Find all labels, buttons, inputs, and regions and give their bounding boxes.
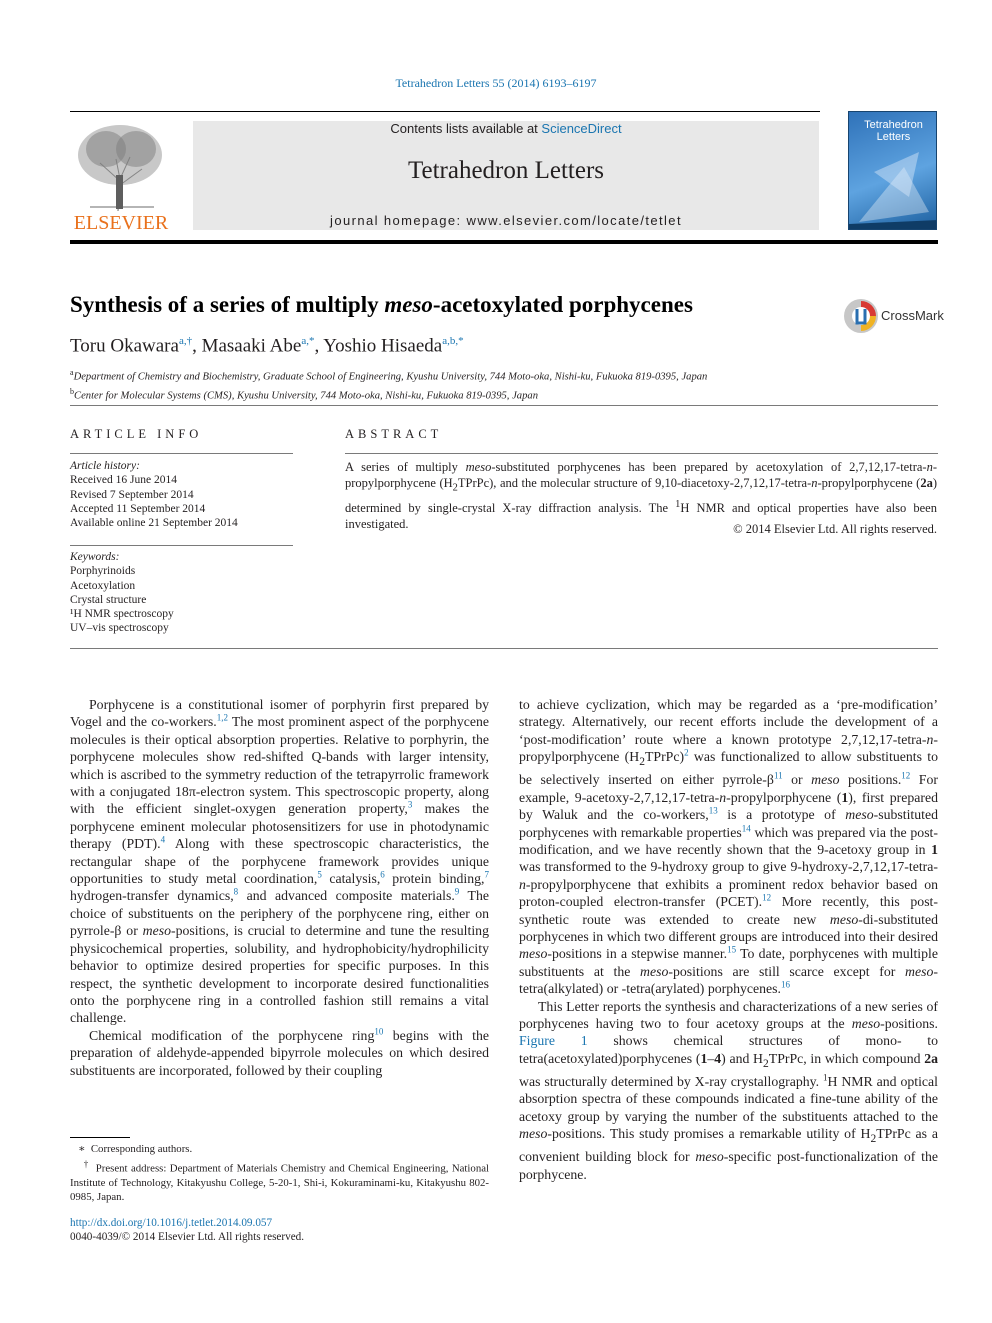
- journal-cover-image: [848, 111, 937, 230]
- abstract-text: A series of multiply meso-substituted porphycenes has been prepared by acetoxylation of 2,7,12,17-tetra-n-propylporphycene $(H_2TPrPc)$, and the molecular structure of 9,10-diacetoxy-2,7,12,17-tetra-n-propylporphycene (2a) determined by single-crystal X-ray diffraction analysis. The $^1$H NMR and optical properties have also been investigated.: [345, 460, 938, 532]
- article-info-heading: ARTICLE INFO: [70, 427, 203, 441]
- keyword-item: ¹H NMR spectroscopy: [70, 608, 174, 621]
- top-divider: [70, 111, 820, 112]
- journal-name: Tetrahedron Letters: [407, 157, 605, 184]
- affiliation-label: a: [70, 368, 74, 377]
- title-part-italic: meso: [384, 292, 433, 317]
- footnotes: [70, 1142, 489, 1205]
- author-list: Toru Okawara$^{a,\dagger}$, Masaaki Abe$^{a,*}$, Yoshio Hisaeda$^{a,b,*}$: [70, 335, 464, 357]
- front-matter-divider: [70, 648, 938, 649]
- contents-prefix: Contents lists available at: [390, 121, 542, 136]
- journal-masthead: [193, 121, 819, 230]
- author-affiliation-marker[interactable]: a,*: [301, 335, 315, 347]
- crossmark-badge[interactable]: [843, 298, 943, 334]
- crossmark-label: CrossMark: [881, 308, 944, 323]
- footnote-text: Corresponding authors.: [90, 1143, 193, 1155]
- abstract-heading: ABSTRACT: [345, 427, 443, 441]
- keyword-item: Porphyrinoids: [70, 565, 136, 578]
- article-title: [70, 292, 693, 318]
- body-column-right: [519, 696, 938, 1183]
- author-name: Yoshio Hisaeda: [323, 335, 443, 357]
- footnote-present-address: † Present address: Department of Materials Chemistry and Chemical Engineering, National Institute of Technology, Kitakyushu College, 5-20-1, Shi-i, Kokuraminami-ku, Kitakyushu 802-0985, Japan.: [70, 1158, 490, 1204]
- keywords-divider: [70, 545, 293, 546]
- keywords-label: Keywords:: [70, 551, 120, 563]
- elsevier-tree-icon: [70, 119, 172, 233]
- title-part-2: -acetoxylated porphycenes: [432, 292, 693, 317]
- body-column-left: [70, 696, 489, 1079]
- keyword-item: Crystal structure: [70, 593, 147, 606]
- history-item: Available online 21 September 2014: [70, 517, 238, 530]
- history-item: Accepted 11 September 2014: [70, 502, 206, 515]
- author-affiliation-marker[interactable]: a,b,*: [442, 335, 464, 347]
- header-thick-divider: [70, 240, 938, 244]
- keyword-item: Acetoxylation: [70, 579, 136, 592]
- cover-artwork-icon: [849, 112, 937, 230]
- footnote-corresponding: ∗ Corresponding authors.: [70, 1143, 193, 1155]
- doi-link[interactable]: http://dx.doi.org/10.1016/j.tetlet.2014.09.057: [70, 1217, 273, 1229]
- abstract-divider: [345, 453, 938, 454]
- body-paragraph: Chemical modification of the porphycene ring$^{10}$ begins with the preparation of aldehyde-appended bipyrrole molecules on which desired substituents are incorporated, followed by their coupling: [70, 1026, 489, 1078]
- issn-copyright: 0040-4039/© 2014 Elsevier Ltd. All rights reserved.: [70, 1231, 305, 1243]
- figure-1-link[interactable]: Figure 1: [519, 1033, 588, 1049]
- affiliations: [70, 366, 938, 404]
- keyword-item: UV–vis spectroscopy: [70, 622, 169, 635]
- footnote-divider: [70, 1137, 130, 1138]
- keywords: [70, 550, 174, 636]
- history-label: Article history:: [70, 460, 140, 472]
- article-history: [70, 459, 238, 530]
- body-paragraph: This Letter reports the synthesis and characterizations of a new series of porphycenes having two to four acetoxy groups at the meso-positions. Figure 1 shows chemical structures of mono- to tetra(acetoxylated)porphycenes (1–4) and $H_2TPrPc$, in which compound 2a was structurally determined by X-ray crystallography. $^1$H NMR and optical absorption spectra of these compounds indicated a fine-tune ability of the acetoxy group by varying the number of the substituents attached to the meso-positions. This study promises a remarkable utility of $H_2TPrPc$ as a convenient building block for meso-specific post-functionalization of the porphycene.: [519, 998, 939, 1182]
- body-paragraph: Porphycene is a constitutional isomer of porphyrin first prepared by Vogel and the co-workers.$^{1,2}$ The most prominent aspect of the porphycene molecules is their optical absorption properties. Relative to porphyrin, the porphycene molecules show red-shifted Q-bands with larger intensity, which is ascribed to the symmetry reduction of the tetrapyrrolic framework with a conjugated 18π-electron system. This spectroscopic property, along with the efficient singlet-oxygen generation property,$^3$ makes the porphycene eminent molecular photosensitizers for use in photodynamic therapy (PDT).$^4$ Along with these spectroscopic characteristics, the rectangular shape of the porphycene framework provides unique opportunities to study metal coordination,$^5$ catalysis,$^6$ protein binding,$^7$ hydrogen-transfer dynamics,$^8$ and advanced composite materials.$^9$ The choice of substituents on the periphery of the porphycene ring, either on pyrrole-β or meso-positions, is crucial to determine and tune the resulting physicochemical properties, solubility, and hydrophobicity/hydrophilicity behavior to optimize desired properties for specific purposes. In this respect, the synthetic development to incorporate desired functionalities onto the porphycene ring in a controlled fashion still remains a vital challenge.: [70, 697, 489, 1026]
- author-name: Masaaki Abe: [201, 335, 302, 357]
- title-part-1: Synthesis of a series of multiply: [70, 292, 385, 317]
- article-info-divider: [70, 453, 293, 454]
- publisher-logo-text: ELSEVIER: [73, 212, 169, 233]
- affiliation-label: b: [70, 387, 74, 397]
- history-item: Received 16 June 2014: [70, 474, 177, 487]
- contents-line: [193, 121, 819, 136]
- affiliation-divider: [70, 405, 938, 406]
- elsevier-logo: [70, 119, 172, 233]
- cover-title: Tetrahedron Letters: [864, 119, 923, 143]
- author-affiliation-marker[interactable]: a,†: [178, 335, 193, 347]
- affiliation-text: Center for Molecular Systems (CMS), Kyushu University, 744 Moto-oka, Nishi-ku, Fukuoka 819-0395, Japan: [74, 390, 538, 402]
- footnote-text: Present address: Department of Materials Chemistry and Chemical Engineering, National Institute of Technology, Kitakyushu College, 5-20-1, Shi-i, Kokuraminami-ku, Kitakyushu 802-0985, Japan.: [70, 1162, 490, 1204]
- body-paragraph: to achieve cyclization, which may be regarded as a ‘pre-modification’ strategy. Alternatively, our recent efforts include the development of a ‘post-modification’ route where a known prototype 2,7,12,17-tetra-n-propylporphycene $(H_2TPrPc)^2$ was functionalized to allow substituents to be selectively inserted on either pyrrole-$\beta^{11}$ or meso positions.$^{12}$ For example, 9-acetoxy-2,7,12,17-tetra-n-propylporphycene (1), first prepared by Waluk and the co-workers,$^{13}$ is a prototype of meso-substituted porphycenes with remarkable properties$^{14}$ which was prepared via the post-modification, and we have recently shown that the 9-acetoxy group in 1 was transformed to the 9-hydroxy group to give 9-hydroxy-2,7,12,17-tetra-n-propylporphycene that exhibits a prominent redox behavior based on proton-coupled electron-transfer (PCET).$^{12}$ More recently, this post-synthetic route was extended to create new meso-di-substituted porphycenes in which two different groups are introduced into their desired meso-positions in a stepwise manner.$^{15}$ To date, porphycenes with multiple substituents at the meso-positions are still scarce except for meso-tetra(alkylated) or -tetra(arylated) porphycenes.$^{16}$: [519, 697, 938, 997]
- affiliation-item: [70, 366, 938, 385]
- journal-reference-link[interactable]: Tetrahedron Letters 55 (2014) 6193–6197: [395, 76, 597, 90]
- history-item: Revised 7 September 2014: [70, 488, 194, 501]
- crossmark-icon: [843, 298, 879, 334]
- affiliation-text: Department of Chemistry and Biochemistry, Graduate School of Engineering, Kyushu University, 744 Moto-oka, Nishi-ku, Fukuoka 819-0395, Japan: [73, 371, 708, 383]
- affiliation-item: [70, 385, 938, 404]
- author-name: Toru Okawara: [70, 335, 179, 357]
- sciencedirect-link[interactable]: ScienceDirect: [541, 121, 622, 136]
- abstract-copyright: © 2014 Elsevier Ltd. All rights reserved.: [733, 522, 937, 536]
- journal-homepage[interactable]: journal homepage: www.elsevier.com/locate/tetlet: [330, 213, 682, 228]
